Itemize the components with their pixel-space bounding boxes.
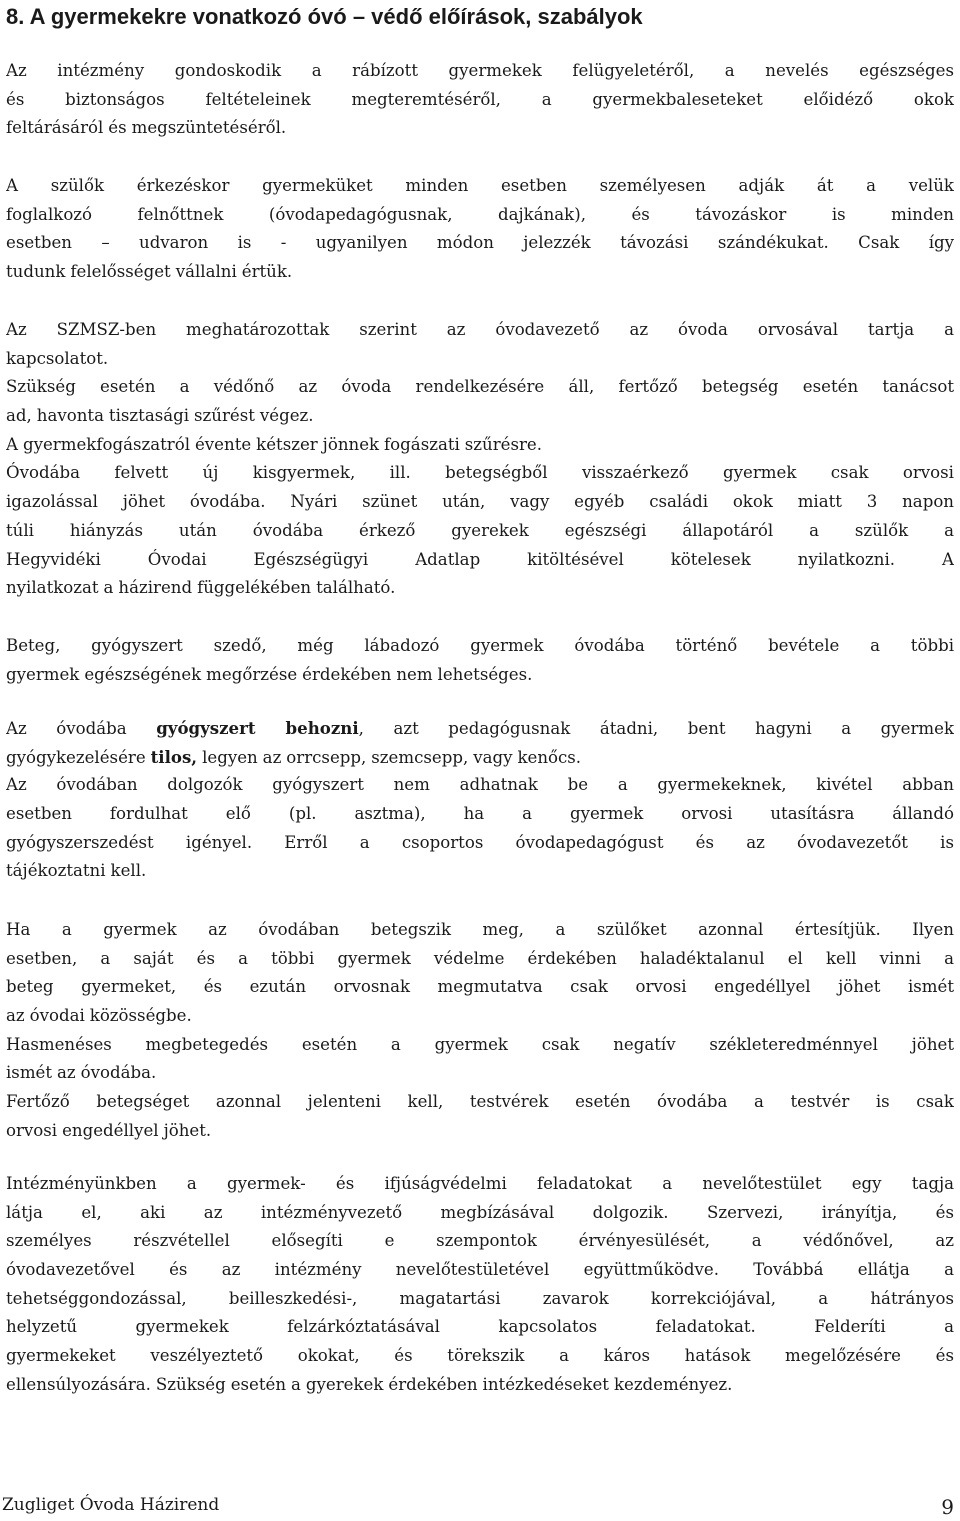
text-line: Hegyvidéki Óvodai Egészségügyi Adatlap kitöltésével kötelesek nyilatkozni. A <box>6 549 954 569</box>
text-line: A gyermekfogászatról évente kétszer jönnek fogászati szűrésre. <box>6 434 543 454</box>
footer-document-title: Zugliget Óvoda Házirend <box>2 1495 220 1515</box>
text-line: Ha a gyermek az óvodában betegszik meg, a szülőket azonnal értesítjük. Ilyen <box>6 920 954 939</box>
text-line: az óvodai közösségbe. <box>6 1006 192 1026</box>
text-line: Az intézmény gondoskodik a rábízott gyermekek felügyeletéről, a nevelés egészséges <box>6 61 954 80</box>
text-line: Fertőző betegséget azonnal jelenteni kell, testvérek esetén óvodába a testvér is csak <box>6 1092 954 1112</box>
text-run: Az óvodába <box>6 719 157 738</box>
text-line: és biztonságos feltételeinek megteremtéséről, a gyermekbaleseteket előidéző okok <box>6 89 954 109</box>
text-run: , azt pedagógusnak átadni, bent hagyni a gyermek <box>358 719 954 738</box>
text-line: gyermekeket veszélyeztető okokat, és törekszik a káros hatások megelőzésére és <box>6 1346 954 1366</box>
text-line: nyilatkozat a házirend függelékében található. <box>6 578 396 598</box>
text-line: tudunk felelősséget vállalni értük. <box>6 262 293 282</box>
text-run: gyógykezelésére <box>6 747 151 767</box>
text-line: esetben fordulhat elő (pl. asztma), ha a gyermek orvosi utasításra állandó <box>6 804 954 824</box>
paragraph-supervision <box>6 57 954 143</box>
footer-page-number: 9 <box>941 1495 954 1519</box>
text-line: tájékoztatni kell. <box>6 861 147 881</box>
text-line: tehetséggondozással, beilleszkedési-, magatartási zavarok korrekciójával, a hátrányos <box>6 1288 954 1308</box>
text-line: személyes részvétellel elősegíti e szempontok érvényesülését, a védőnővel, az <box>6 1231 954 1251</box>
text-line: esetben – udvaron is - ugyanilyen módon jelezzék távozási szándékukat. Csak így <box>6 233 954 253</box>
text-line: A szülők érkezéskor gyermeküket minden esetben személyesen adják át a velük <box>6 176 954 195</box>
paragraph-arrival <box>6 172 954 287</box>
text-line: óvodavezetővel és az intézmény nevelőtestületével együttműködve. Továbbá ellátja a <box>6 1260 954 1280</box>
text-line: beteg gyermeket, és ezután orvosnak megmutatva csak orvosi engedéllyel jöhet ismét <box>6 977 954 997</box>
text-line: túli hiányzás után óvodába érkező gyerekek egészségi állapotáról a szülők a <box>6 520 954 540</box>
text-line: ismét az óvodába. <box>6 1063 157 1083</box>
text-line: gyermek egészségének megőrzése érdekében nem lehetséges. <box>6 664 533 684</box>
text-line-medication-rule <box>6 714 954 743</box>
paragraph-health-care <box>6 316 954 603</box>
bold-text-medication: gyógyszert behozni <box>156 718 359 738</box>
text-line: Az SZMSZ-ben meghatározottak szerint az óvodavezető az óvoda orvosával tartja a <box>6 320 954 339</box>
text-line-forbidden <box>6 743 954 772</box>
text-line: Intézményünkben a gyermek- és ifjúságvédelmi feladatokat a nevelőtestület egy tagja <box>6 1174 954 1193</box>
text-line: esetben, a saját és a többi gyermek védelme érdekében haladéktalanul el kell vinni a <box>6 948 954 968</box>
text-line: gyógyszerszedést igényel. Erről a csoportos óvodapedagógust és az óvodavezetőt is <box>6 832 954 852</box>
text-line: igazolással jöhet óvodába. Nyári szünet után, vagy egyéb családi okok miatt 3 napon <box>6 492 954 512</box>
paragraph-illness-at-kindergarten <box>6 916 954 1146</box>
paragraph-medication <box>6 714 954 886</box>
text-line: ellensúlyozására. Szükség esetén a gyerekek érdekében intézkedéseket kezdeményez. <box>6 1374 733 1394</box>
text-line: Beteg, gyógyszert szedő, még lábadozó gyermek óvodába történő bevétele a többi <box>6 636 954 655</box>
text-line: látja el, aki az intézményvezető megbízásával dolgozik. Szervezi, irányítja, és <box>6 1202 954 1222</box>
text-line: feltárásáról és megszüntetéséről. <box>6 118 287 138</box>
paragraph-sick-child <box>6 632 954 689</box>
text-run: legyen az orrcsepp, szemcsepp, vagy kenőcs. <box>197 747 582 767</box>
text-line: Szükség esetén a védőnő az óvoda rendelkezésére áll, fertőző betegség esetén tanácsot <box>6 377 954 397</box>
text-line: Az óvodában dolgozók gyógyszert nem adhatnak be a gyermekeknek, kivétel abban <box>6 775 954 795</box>
text-line: Óvodába felvett új kisgyermek, ill. betegségből visszaérkező gyermek csak orvosi <box>6 463 954 483</box>
text-line: helyzetű gyermekek felzárkóztatásával kapcsolatos feladatokat. Felderíti a <box>6 1317 954 1337</box>
text-line: ad, havonta tisztasági szűrést végez. <box>6 406 314 426</box>
text-line: foglalkozó felnőttnek (óvodapedagógusnak, dajkának), és távozáskor is minden <box>6 204 954 224</box>
section-heading: 8. A gyermekekre vonatkozó óvó – védő előírások, szabályok <box>6 4 643 29</box>
bold-text-forbidden: tilos, <box>150 746 198 767</box>
paragraph-child-protection <box>6 1170 954 1400</box>
text-line: orvosi engedéllyel jöhet. <box>6 1120 212 1140</box>
text-line: kapcsolatot. <box>6 348 109 368</box>
text-line: Hasmenéses megbetegedés esetén a gyermek csak negatív székleteredménnyel jöhet <box>6 1034 954 1054</box>
